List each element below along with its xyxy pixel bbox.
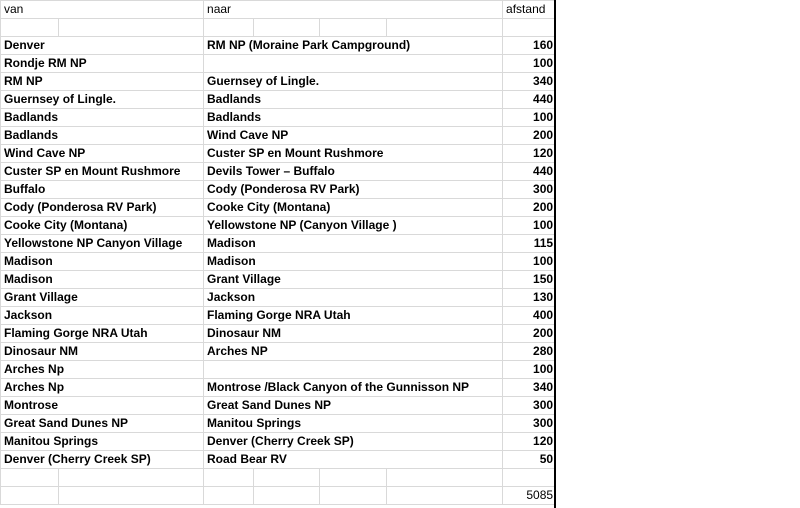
table-row bbox=[1, 361, 555, 379]
empty-cell[interactable] bbox=[387, 469, 503, 487]
cell-naar[interactable]: Denver (Cherry Creek SP) bbox=[204, 433, 503, 451]
cell-naar[interactable]: Yellowstone NP (Canyon Village ) bbox=[204, 217, 503, 235]
cell-van[interactable]: Denver (Cherry Creek SP) bbox=[1, 451, 204, 469]
table-row bbox=[1, 199, 555, 217]
cell-van[interactable]: Grant Village bbox=[1, 289, 204, 307]
cell-afstand[interactable]: 300 bbox=[503, 397, 555, 415]
table-row bbox=[1, 289, 555, 307]
cell-van[interactable]: Dinosaur NM bbox=[1, 343, 204, 361]
table-row bbox=[1, 181, 555, 199]
empty-cell[interactable] bbox=[204, 469, 254, 487]
total-row bbox=[1, 487, 555, 505]
table-row bbox=[1, 235, 555, 253]
header-row bbox=[1, 1, 555, 19]
table-row bbox=[1, 343, 555, 361]
cell-van[interactable]: Badlands bbox=[1, 127, 204, 145]
cell-afstand[interactable]: 400 bbox=[503, 307, 555, 325]
table-row bbox=[1, 379, 555, 397]
cell-naar[interactable]: RM NP (Moraine Park Campground) bbox=[204, 37, 503, 55]
cell-van[interactable]: Madison bbox=[1, 253, 204, 271]
header-afstand[interactable]: afstand bbox=[503, 1, 555, 19]
sheet-right-border bbox=[554, 0, 556, 508]
cell-van[interactable]: Arches Np bbox=[1, 379, 204, 397]
cell-naar[interactable]: Grant Village bbox=[204, 271, 503, 289]
table-row bbox=[1, 145, 555, 163]
empty-cell[interactable] bbox=[204, 19, 254, 37]
cell-van[interactable]: Rondje RM NP bbox=[1, 55, 204, 73]
cell-naar[interactable]: Devils Tower – Buffalo bbox=[204, 163, 503, 181]
empty-cell[interactable] bbox=[254, 487, 320, 505]
cell-afstand[interactable]: 100 bbox=[503, 253, 555, 271]
cell-van[interactable]: Yellowstone NP Canyon Village bbox=[1, 235, 204, 253]
empty-row bbox=[1, 469, 555, 487]
empty-cell[interactable] bbox=[59, 469, 204, 487]
table-row bbox=[1, 163, 555, 181]
cell-van[interactable]: RM NP bbox=[1, 73, 204, 91]
cell-naar[interactable]: Road Bear RV bbox=[204, 451, 503, 469]
cell-afstand[interactable]: 50 bbox=[503, 451, 555, 469]
cell-van[interactable]: Great Sand Dunes NP bbox=[1, 415, 204, 433]
cell-naar[interactable]: Arches NP bbox=[204, 343, 503, 361]
cell-van[interactable]: Guernsey of Lingle. bbox=[1, 91, 204, 109]
cell-van[interactable]: Flaming Gorge NRA Utah bbox=[1, 325, 204, 343]
table-row bbox=[1, 451, 555, 469]
cell-van[interactable]: Arches Np bbox=[1, 361, 204, 379]
cell-naar[interactable]: Manitou Springs bbox=[204, 415, 503, 433]
table-row bbox=[1, 73, 555, 91]
table-row bbox=[1, 217, 555, 235]
empty-cell[interactable] bbox=[387, 19, 503, 37]
cell-afstand[interactable]: 100 bbox=[503, 109, 555, 127]
table-row bbox=[1, 127, 555, 145]
cell-afstand[interactable]: 150 bbox=[503, 271, 555, 289]
cell-afstand[interactable]: 120 bbox=[503, 145, 555, 163]
empty-cell[interactable] bbox=[1, 487, 59, 505]
cell-afstand[interactable]: 100 bbox=[503, 361, 555, 379]
empty-cell[interactable] bbox=[254, 19, 320, 37]
cell-afstand[interactable]: 300 bbox=[503, 181, 555, 199]
cell-naar[interactable]: Jackson bbox=[204, 289, 503, 307]
cell-naar[interactable]: Montrose /Black Canyon of the Gunnisson NP bbox=[204, 379, 503, 397]
cell-afstand[interactable]: 340 bbox=[503, 379, 555, 397]
cell-naar[interactable]: Badlands bbox=[204, 91, 503, 109]
empty-cell[interactable] bbox=[1, 19, 59, 37]
cell-naar[interactable]: Cooke City (Montana) bbox=[204, 199, 503, 217]
cell-van[interactable]: Madison bbox=[1, 271, 204, 289]
cell-afstand[interactable]: 280 bbox=[503, 343, 555, 361]
total-distance[interactable]: 5085 bbox=[503, 487, 555, 505]
cell-naar[interactable]: Madison bbox=[204, 235, 503, 253]
cell-naar[interactable] bbox=[204, 361, 503, 379]
cell-naar[interactable]: Cody (Ponderosa RV Park) bbox=[204, 181, 503, 199]
cell-naar[interactable]: Madison bbox=[204, 253, 503, 271]
cell-naar[interactable]: Flaming Gorge NRA Utah bbox=[204, 307, 503, 325]
cell-naar[interactable]: Great Sand Dunes NP bbox=[204, 397, 503, 415]
table-row bbox=[1, 37, 555, 55]
cell-van[interactable]: Wind Cave NP bbox=[1, 145, 204, 163]
cell-van[interactable]: Cody (Ponderosa RV Park) bbox=[1, 199, 204, 217]
cell-afstand[interactable]: 100 bbox=[503, 55, 555, 73]
cell-van[interactable]: Buffalo bbox=[1, 181, 204, 199]
table-row bbox=[1, 433, 555, 451]
table-row bbox=[1, 397, 555, 415]
empty-cell[interactable] bbox=[387, 487, 503, 505]
cell-afstand[interactable]: 440 bbox=[503, 91, 555, 109]
table-row bbox=[1, 415, 555, 433]
empty-cell[interactable] bbox=[320, 19, 387, 37]
cell-naar[interactable]: Guernsey of Lingle. bbox=[204, 73, 503, 91]
empty-cell[interactable] bbox=[1, 469, 59, 487]
header-van[interactable]: van bbox=[1, 1, 204, 19]
cell-naar[interactable] bbox=[204, 55, 503, 73]
cell-afstand[interactable]: 300 bbox=[503, 415, 555, 433]
cell-van[interactable]: Manitou Springs bbox=[1, 433, 204, 451]
cell-afstand[interactable]: 120 bbox=[503, 433, 555, 451]
cell-van[interactable]: Jackson bbox=[1, 307, 204, 325]
empty-cell[interactable] bbox=[59, 487, 204, 505]
table-row bbox=[1, 325, 555, 343]
cell-afstand[interactable]: 440 bbox=[503, 163, 555, 181]
cell-afstand[interactable]: 130 bbox=[503, 289, 555, 307]
empty-cell[interactable] bbox=[204, 487, 254, 505]
cell-van[interactable]: Cooke City (Montana) bbox=[1, 217, 204, 235]
table-row bbox=[1, 55, 555, 73]
table-row bbox=[1, 109, 555, 127]
cell-afstand[interactable]: 340 bbox=[503, 73, 555, 91]
cell-afstand[interactable]: 200 bbox=[503, 127, 555, 145]
empty-cell[interactable] bbox=[320, 469, 387, 487]
cell-van[interactable]: Custer SP en Mount Rushmore bbox=[1, 163, 204, 181]
empty-row bbox=[1, 19, 555, 37]
cell-van[interactable]: Badlands bbox=[1, 109, 204, 127]
cell-afstand[interactable]: 200 bbox=[503, 199, 555, 217]
cell-van[interactable]: Montrose bbox=[1, 397, 204, 415]
cell-afstand[interactable]: 115 bbox=[503, 235, 555, 253]
cell-afstand[interactable]: 100 bbox=[503, 217, 555, 235]
table-row bbox=[1, 307, 555, 325]
empty-cell[interactable] bbox=[320, 487, 387, 505]
cell-naar[interactable]: Custer SP en Mount Rushmore bbox=[204, 145, 503, 163]
cell-naar[interactable]: Wind Cave NP bbox=[204, 127, 503, 145]
table-row bbox=[1, 91, 555, 109]
table-row bbox=[1, 271, 555, 289]
header-naar[interactable]: naar bbox=[204, 1, 503, 19]
cell-naar[interactable]: Badlands bbox=[204, 109, 503, 127]
empty-cell[interactable] bbox=[59, 19, 204, 37]
cell-afstand[interactable]: 160 bbox=[503, 37, 555, 55]
cell-naar[interactable]: Dinosaur NM bbox=[204, 325, 503, 343]
cell-afstand[interactable]: 200 bbox=[503, 325, 555, 343]
empty-cell[interactable] bbox=[254, 469, 320, 487]
table-row bbox=[1, 253, 555, 271]
empty-cell[interactable] bbox=[503, 19, 555, 37]
cell-van[interactable]: Denver bbox=[1, 37, 204, 55]
empty-cell[interactable] bbox=[503, 469, 555, 487]
